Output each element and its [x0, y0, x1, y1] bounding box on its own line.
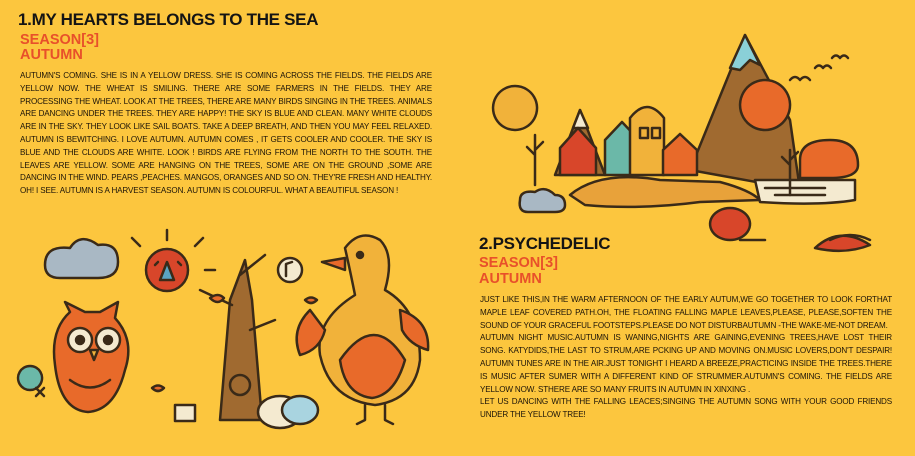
section1-body: AUTUMN'S COMING. SHE IS IN A YELLOW DRESS. SHE IS COMING ACROSS THE FIELDS. THE FIELDS ARE YELLOW NOW. THE WHEAT IS SMILING. THERE ARE SOME FARMERS IN THE FIELDS. THEY ARE PROCESSING THE WHEAT. LOOK AT THE TREES, THERE ARE MANY BIRDS SINGING IN THE TREES. ANIMALS ARE DANCING UNDER THE TREES. THEY ARE HAPPY! THE SKY IS BLUE AND CLEAN. MANY WHITE CLOUDS ARE IN THE SKY. THEY LOOK LIKE SAIL BOATS. TAKE A DEEP BREATH, AND THEN YOU MAY FEEL RELAXED. AUTUMN IS BEWITCHING. I LOVE AUTUMN. AUTUMN COMES , IT GETS COOLER AND COOLER. THE SKY IS BLUE AND THE CLOUDS ARE WHITE. LOOK ! BIRDS ARE FLYING FROM THE NORTH TO THE SOUTH. THE LEAVES ARE YELLOW. SOME ARE HANGING ON THE TREES, SOME ARE ON THE GROUND ,SOME ARE DANCING IN THE WIND. PEARS ,PEACHES. MANGOS, ORANGES AND SO ON. THEY'RE FRESH AND HEALTHY. OH! I SEE. AUTUMN IS A HARVEST SEASON. AUTUMN IS COLOURFUL. WHAT A BEAUTIFUL SEASON !	[20, 71, 432, 196]
section2-paragraph-1: JUST LIKE THIS,IN THE WARM AFTERNOON OF THE EARLY AUTUM,WE GO TOGETHER TO LOOK FORTHAT MAPLE LEAF COVERED PATH.OH, THE FLOATING FALLING MAPLE LEAVES,PLEASE, PLEASE,SOFTEN THE SOUND OF YOUR GRACEFUL FOOTSTEPS.PLEASE DO NOT DISTURBAUTUMN -THE WAKE-ME-NOT DREAM.	[480, 295, 892, 330]
section2-season: SEASON[3]	[479, 255, 558, 271]
section2-paragraph-3: LET US DANCING WITH THE FALLING LEACES;SINGING THE AUTUMN SONG WITH YOUR GOOD FRIENDS UNDER THE YELLOW TREE!	[480, 397, 892, 420]
section2-autumn: AUTUMN	[479, 271, 542, 287]
section1-season: SEASON[3]	[20, 32, 99, 48]
section2-title: 2.PSYCHEDELIC	[479, 234, 611, 253]
section1-autumn: AUTUMN	[20, 47, 83, 63]
section1-title: 1.MY HEARTS BELONGS TO THE SEA	[18, 10, 319, 29]
section2-paragraph-2: AUTUMN NIGHT MUSIC.AUTUMN IS WANING,NIGHTS ARE GAINING,EVENING TREES,HAVE LOST THEIR SONG. KATYDIDS,THE LAST TO STRUM,ARE PCKING UP AND MOVING ON.MUSIC LOVERS,DON'T DESPAIR! AUTUMN TUNES ARE IN THE AIR.JUST TONIGHT I HEARD A BREEZE,PRACTICING INSIDE THE TREES.THERE IS MUSIC AFTER SUMER WITH A DIFFERENT KIND OF STRUMMER.AUTUMN'S COMING. THE FIELDS ARE YELLOW NOW. STHERE ARE SO MANY FRUITS IN AUTUMN IN XINXING .	[480, 333, 892, 394]
